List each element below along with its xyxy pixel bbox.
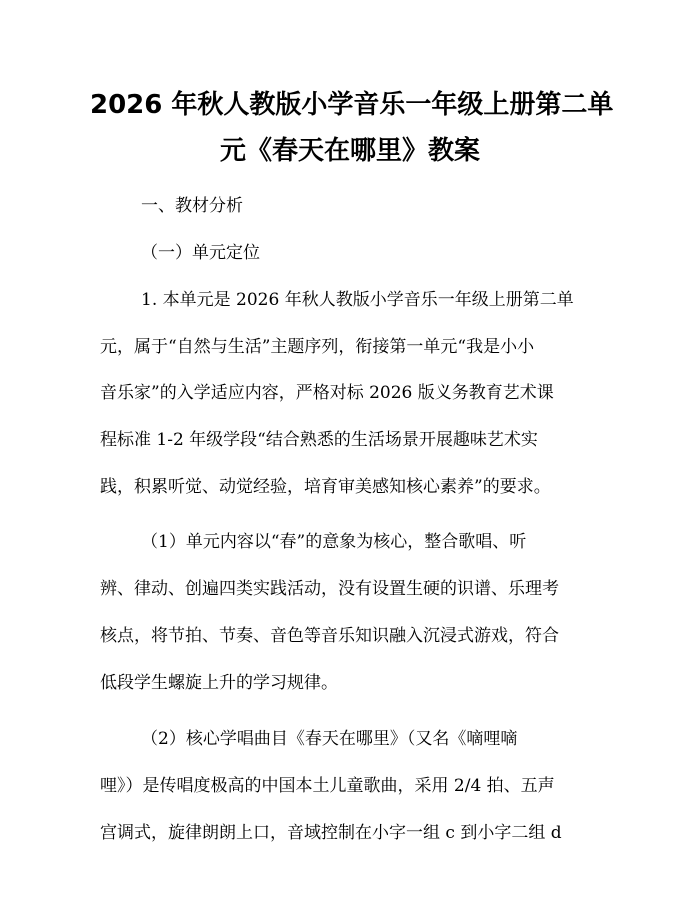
paragraph-3-line-3: 宫调式，旋律朗朗上口，音域控制在小字一组 c 到小字二组 d (100, 823, 562, 843)
paragraph-1-line-3: 音乐家”的入学适应内容，严格对标 2026 版义务教育艺术课 (100, 383, 554, 403)
paragraph-1-line-2: 元，属于“自然与生活”主题序列，衔接第一单元“我是小小 (100, 337, 535, 357)
paragraph-2-line-2: 辨、律动、创遍四类实践活动，没有设置生硬的识谱、乐理考 (100, 579, 559, 599)
paragraph-1-line-1: 1. 本单元是 2026 年秋人教版小学音乐一年级上册第二单 (141, 290, 574, 310)
paragraph-1-line-5: 践，积累听觉、动觉经验，培育审美感知核心素养”的要求。 (100, 477, 551, 497)
document-title-line-2: 元《春天在哪里》教案 (219, 136, 480, 166)
paragraph-2-line-4: 低段学生螺旋上升的学习规律。 (100, 673, 338, 693)
paragraph-1-line-4: 程标准 1-2 年级学段“结合熟悉的生活场景开展趣味艺术实 (100, 430, 538, 450)
subsection-heading: （一）单元定位 (141, 243, 260, 263)
paragraph-3-line-1: （2）核心学唱曲目《春天在哪里》（又名《嘀哩嘀 (141, 729, 518, 749)
paragraph-3-line-2: 哩》）是传唱度极高的中国本土儿童歌曲，采用 2/4 拍、五声 (100, 776, 555, 796)
paragraph-2-line-3: 核点，将节拍、节奏、音色等音乐知识融入沉浸式游戏，符合 (100, 626, 559, 646)
paragraph-2-line-1: （1）单元内容以“春”的意象为核心，整合歌唱、听 (141, 532, 527, 552)
document-title-line-1: 2026 年秋人教版小学音乐一年级上册第二单 (90, 90, 614, 120)
section-heading: 一、教材分析 (141, 196, 243, 216)
